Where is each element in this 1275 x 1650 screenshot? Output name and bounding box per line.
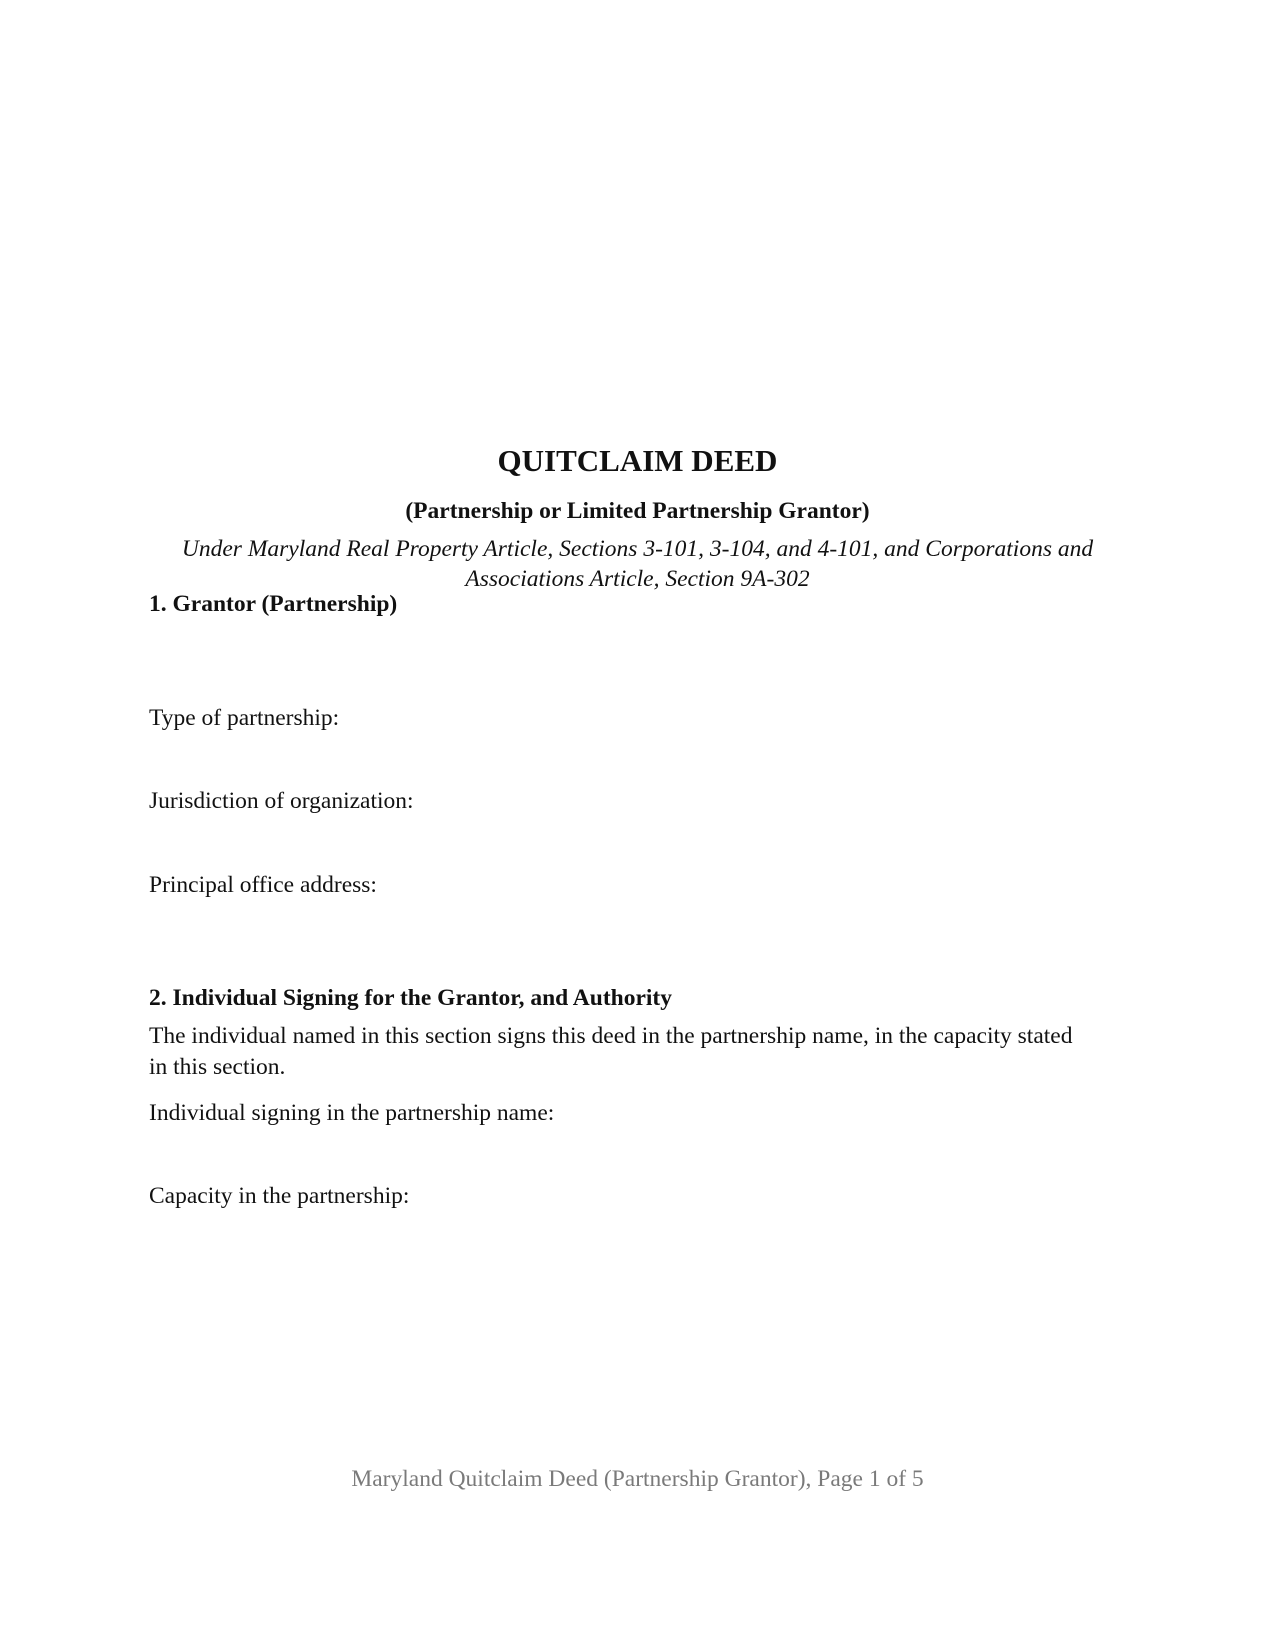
document-title: QUITCLAIM DEED	[497, 443, 778, 478]
capacity-label: Capacity in the partnership:	[149, 1183, 410, 1209]
signing-individual-label: Individual signing in the partnership name:	[149, 1100, 555, 1126]
jurisdiction-label: Jurisdiction of organization:	[149, 788, 414, 814]
section-2-heading: 2. Individual Signing for the Grantor, and Authority	[149, 985, 673, 1011]
statutory-authority: Under Maryland Real Property Article, Sections 3-101, 3-104, and 4-101, and Corporations and Associations Article, Section 9A-302	[181, 536, 1094, 592]
section-2-intro: The individual named in this section signs this deed in the partnership name, in the capacity stated in this section.	[149, 1023, 1073, 1080]
section-1-heading: 1. Grantor (Partnership)	[149, 591, 398, 617]
document-subtitle: (Partnership or Limited Partnership Grantor)	[405, 498, 870, 524]
page-footer: Maryland Quitclaim Deed (Partnership Grantor), Page 1 of 5	[351, 1466, 924, 1492]
principal-office-label: Principal office address:	[149, 872, 377, 898]
partnership-type-label: Type of partnership:	[149, 705, 340, 731]
